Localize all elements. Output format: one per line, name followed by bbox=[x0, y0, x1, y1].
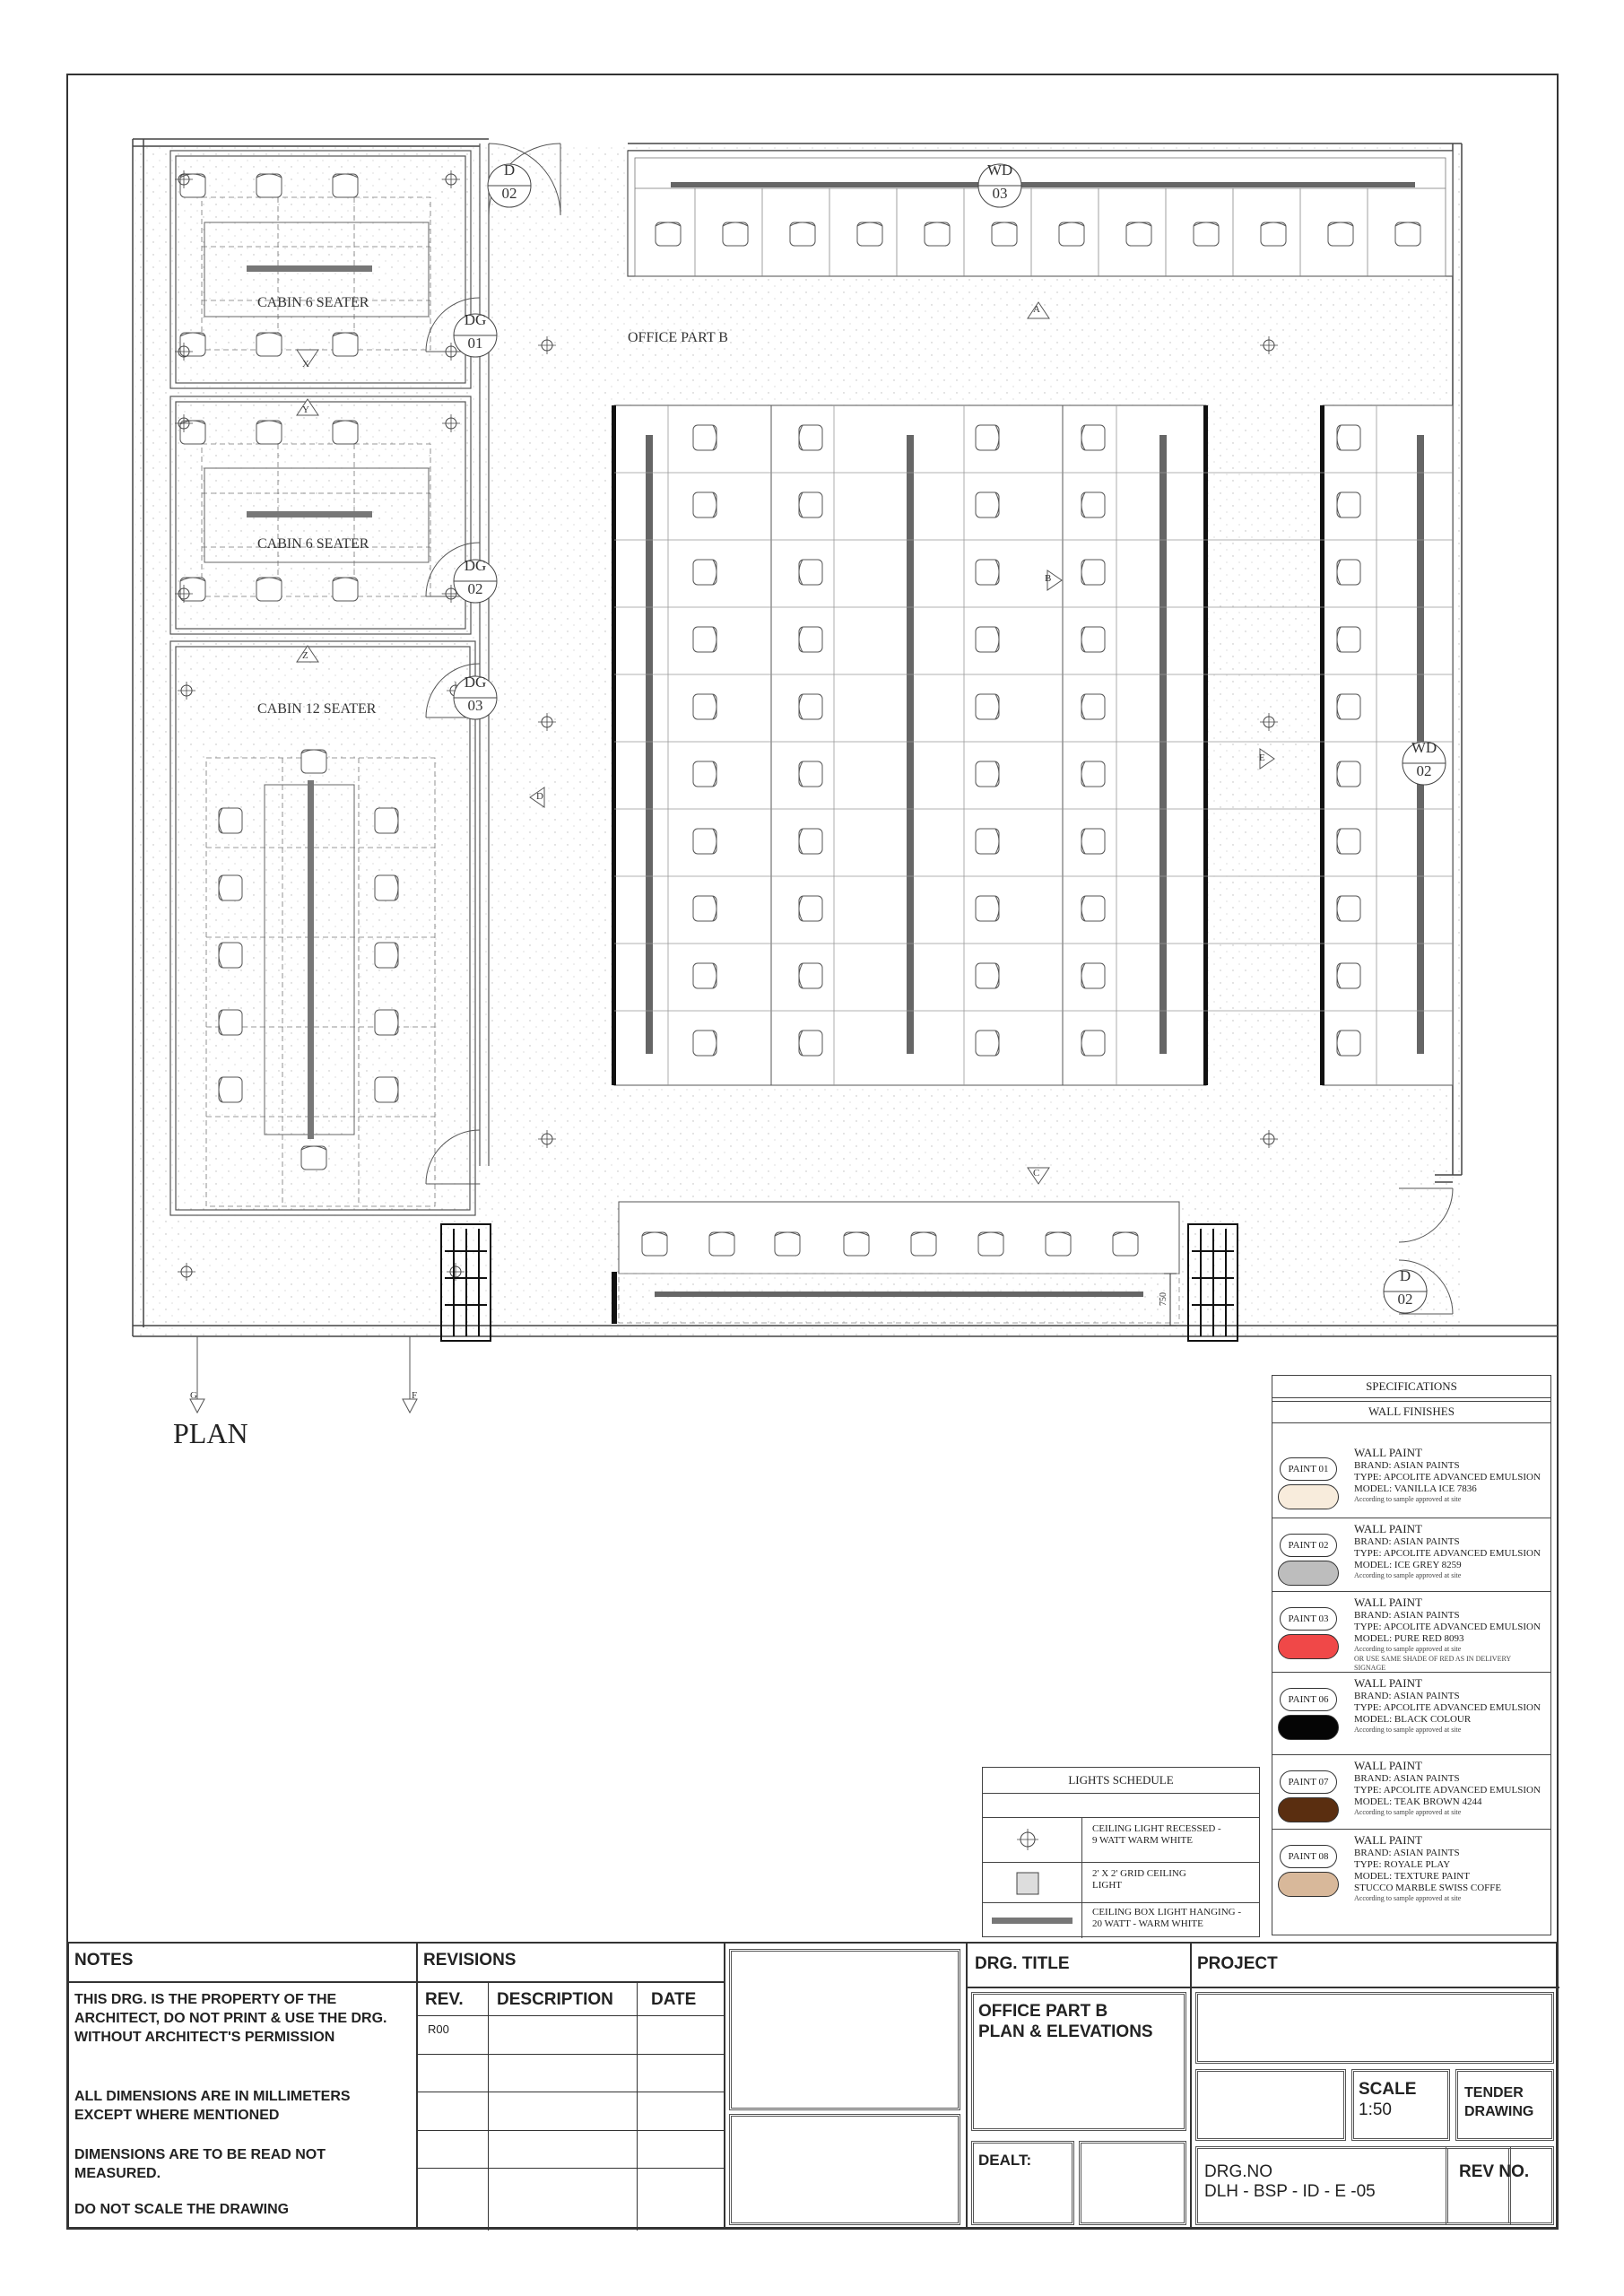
spec-heading: WALL PAINT bbox=[1354, 1759, 1422, 1772]
spec-note: According to sample approved at site bbox=[1354, 1894, 1462, 1902]
paint-swatch bbox=[1278, 1561, 1339, 1586]
drg-no-value: DLH - BSP - ID - E -05 bbox=[1204, 2182, 1376, 2201]
section-marker-d: D bbox=[536, 791, 543, 802]
light-1-line1: CEILING LIGHT RECESSED - bbox=[1092, 1823, 1221, 1834]
door-tag-d02-top: D bbox=[503, 161, 516, 178]
dimension-label: 750 bbox=[1159, 1292, 1168, 1306]
section-marker-x: X bbox=[302, 359, 309, 370]
spec-type: TYPE: ROYALE PLAY bbox=[1354, 1859, 1451, 1870]
spec-heading: WALL PAINT bbox=[1354, 1676, 1422, 1690]
spec-type: TYPE: APCOLITE ADVANCED EMULSION bbox=[1354, 1702, 1541, 1713]
wall-finishes-title: WALL FINISHES bbox=[1368, 1405, 1455, 1418]
note-3: DIMENSIONS ARE TO BE READ NOT MEASURED. bbox=[74, 2147, 326, 2181]
drg-title-value: OFFICE PART B PLAN & ELEVATIONS bbox=[978, 2002, 1153, 2041]
door-tag-wd02-top: WD bbox=[1411, 739, 1437, 756]
door-tag-dg03-bottom: 03 bbox=[467, 697, 483, 714]
spec-type: TYPE: APCOLITE ADVANCED EMULSION bbox=[1354, 1785, 1541, 1796]
door-tag-dg01-bottom: 01 bbox=[467, 335, 483, 352]
project-label: PROJECT bbox=[1197, 1954, 1278, 1973]
revisions-heading: REVISIONS bbox=[423, 1951, 517, 1970]
spec-type: TYPE: APCOLITE ADVANCED EMULSION bbox=[1354, 1548, 1541, 1559]
spec-brand: BRAND: ASIAN PAINTS bbox=[1354, 1536, 1460, 1547]
room-label-cabin-6-seater-b: CABIN 6 SEATER bbox=[257, 536, 369, 552]
lights-schedule-title: LIGHTS SCHEDULE bbox=[1068, 1773, 1174, 1787]
door-tag-dg02-bottom: 02 bbox=[467, 580, 483, 597]
drg-no-label: DRG.NO bbox=[1204, 2162, 1272, 2181]
lights-schedule-panel bbox=[982, 1767, 1260, 1937]
rev-no-label: REV NO. bbox=[1459, 2162, 1530, 2181]
section-marker-g: G bbox=[190, 1390, 197, 1401]
spec-model: MODEL: PURE RED 8093 bbox=[1354, 1633, 1464, 1644]
spec-divider bbox=[1272, 1829, 1551, 1830]
door-tag-d02-bottom: 02 bbox=[501, 185, 517, 202]
spec-note: According to sample approved at site bbox=[1354, 1495, 1462, 1503]
door-tag-wd02-bottom: 02 bbox=[1416, 762, 1432, 779]
door-tag-wd03-bottom: 03 bbox=[992, 185, 1008, 202]
spec-model: MODEL: VANILLA ICE 7836 bbox=[1354, 1483, 1477, 1494]
door-tag-dg02-top: DG bbox=[464, 557, 487, 574]
spec-item bbox=[1272, 1596, 1551, 1672]
spec-heading: WALL PAINT bbox=[1354, 1596, 1422, 1609]
light-3-line1: CEILING BOX LIGHT HANGING - bbox=[1092, 1907, 1241, 1918]
spec-item bbox=[1272, 1447, 1551, 1518]
note-4: DO NOT SCALE THE DRAWING bbox=[74, 2202, 290, 2217]
paint-code-badge: PAINT 07 bbox=[1280, 1770, 1337, 1794]
room-label-office-part-b: OFFICE PART B bbox=[628, 330, 728, 345]
spec-divider bbox=[1272, 1754, 1551, 1755]
light-2-line1: 2' X 2' GRID CEILING bbox=[1092, 1868, 1186, 1879]
spec-note: According to sample approved at site bbox=[1354, 1571, 1462, 1579]
spec-item bbox=[1272, 1834, 1551, 1906]
paint-swatch bbox=[1278, 1797, 1339, 1822]
paint-swatch bbox=[1278, 1872, 1339, 1897]
scale-value: 1:50 bbox=[1359, 2100, 1392, 2119]
spec-model: MODEL: TEAK BROWN 4244 bbox=[1354, 1796, 1482, 1807]
spec-note2: OR USE SAME SHADE OF RED AS IN DELIVERY SIGNAGE bbox=[1354, 1655, 1511, 1672]
spec-divider bbox=[1272, 1591, 1551, 1592]
notes-heading: NOTES bbox=[74, 1951, 134, 1970]
spec-item bbox=[1272, 1523, 1551, 1595]
spec-heading: WALL PAINT bbox=[1354, 1833, 1422, 1847]
rev-value: R00 bbox=[428, 2022, 449, 2036]
spec-brand: BRAND: ASIAN PAINTS bbox=[1354, 1773, 1460, 1784]
light-3-line2: 20 WATT - WARM WHITE bbox=[1092, 1918, 1203, 1929]
spec-brand: BRAND: ASIAN PAINTS bbox=[1354, 1460, 1460, 1471]
spec-model: MODEL: ICE GREY 8259 bbox=[1354, 1560, 1462, 1570]
paint-swatch bbox=[1278, 1715, 1339, 1740]
section-marker-f: F bbox=[412, 1390, 418, 1401]
section-marker-c: C bbox=[1033, 1168, 1040, 1178]
plan-title: PLAN bbox=[173, 1417, 248, 1449]
section-marker-b: B bbox=[1045, 573, 1052, 584]
section-marker-z: Z bbox=[302, 650, 308, 661]
dealt-label: DEALT: bbox=[978, 2152, 1032, 2169]
light-1-line2: 9 WATT WARM WHITE bbox=[1092, 1835, 1193, 1846]
spec-model: MODEL: TEXTURE PAINT bbox=[1354, 1871, 1470, 1882]
paint-swatch bbox=[1278, 1634, 1339, 1659]
rev-column-header: REV. bbox=[425, 1990, 464, 2009]
spec-heading: WALL PAINT bbox=[1354, 1522, 1422, 1535]
paint-code-badge: PAINT 03 bbox=[1280, 1607, 1337, 1631]
spec-divider bbox=[1272, 1672, 1551, 1673]
note-1: THIS DRG. IS THE PROPERTY OF THE ARCHITECT, DO NOT PRINT & USE THE DRG. WITHOUT ARCHITECT'S PERMISSION bbox=[74, 1992, 387, 2045]
spec-brand: BRAND: ASIAN PAINTS bbox=[1354, 1691, 1460, 1701]
section-marker-a: A bbox=[1033, 304, 1040, 315]
specifications-title: SPECIFICATIONS bbox=[1366, 1379, 1457, 1393]
spec-model: MODEL: BLACK COLOUR bbox=[1354, 1714, 1472, 1725]
spec-brand: BRAND: ASIAN PAINTS bbox=[1354, 1848, 1460, 1858]
door-tag-d02b-top: D bbox=[1399, 1267, 1411, 1284]
light-2-line2: LIGHT bbox=[1092, 1880, 1122, 1891]
lights-symbols bbox=[983, 1817, 1081, 1938]
description-column-header: DESCRIPTION bbox=[497, 1990, 613, 2009]
spec-item bbox=[1272, 1677, 1551, 1749]
title-block bbox=[67, 1942, 1558, 2229]
spec-item bbox=[1272, 1760, 1551, 1831]
spec-model2: STUCCO MARBLE SWISS COFFE bbox=[1354, 1883, 1502, 1893]
drawing-status: TENDER DRAWING bbox=[1464, 2085, 1534, 2119]
paint-code-badge: PAINT 01 bbox=[1280, 1457, 1337, 1481]
spec-type: TYPE: APCOLITE ADVANCED EMULSION bbox=[1354, 1622, 1541, 1632]
spec-note: According to sample approved at site bbox=[1354, 1726, 1462, 1734]
paint-code-badge: PAINT 08 bbox=[1280, 1845, 1337, 1868]
door-tag-wd03-top: WD bbox=[986, 161, 1013, 178]
scale-label: SCALE bbox=[1359, 2080, 1417, 2099]
room-label-cabin-6-seater-a: CABIN 6 SEATER bbox=[257, 295, 369, 310]
note-2: ALL DIMENSIONS ARE IN MILLIMETERS EXCEPT WHERE MENTIONED bbox=[74, 2089, 351, 2123]
paint-swatch bbox=[1278, 1484, 1339, 1509]
spec-note: According to sample approved at site bbox=[1354, 1645, 1462, 1653]
spec-heading: WALL PAINT bbox=[1354, 1446, 1422, 1459]
spec-note: According to sample approved at site bbox=[1354, 1808, 1462, 1816]
section-marker-y: Y bbox=[302, 404, 309, 415]
paint-code-badge: PAINT 06 bbox=[1280, 1688, 1337, 1711]
spec-type: TYPE: APCOLITE ADVANCED EMULSION bbox=[1354, 1472, 1541, 1483]
room-label-cabin-12-seater: CABIN 12 SEATER bbox=[257, 701, 377, 717]
section-marker-e: E bbox=[1259, 752, 1265, 763]
door-tag-dg03-top: DG bbox=[464, 674, 487, 691]
spec-brand: BRAND: ASIAN PAINTS bbox=[1354, 1610, 1460, 1621]
door-tag-dg01-top: DG bbox=[464, 311, 487, 328]
date-column-header: DATE bbox=[651, 1990, 697, 2009]
door-tag-d02b-bottom: 02 bbox=[1397, 1291, 1413, 1308]
drg-title-label: DRG. TITLE bbox=[975, 1954, 1070, 1973]
paint-code-badge: PAINT 02 bbox=[1280, 1534, 1337, 1557]
